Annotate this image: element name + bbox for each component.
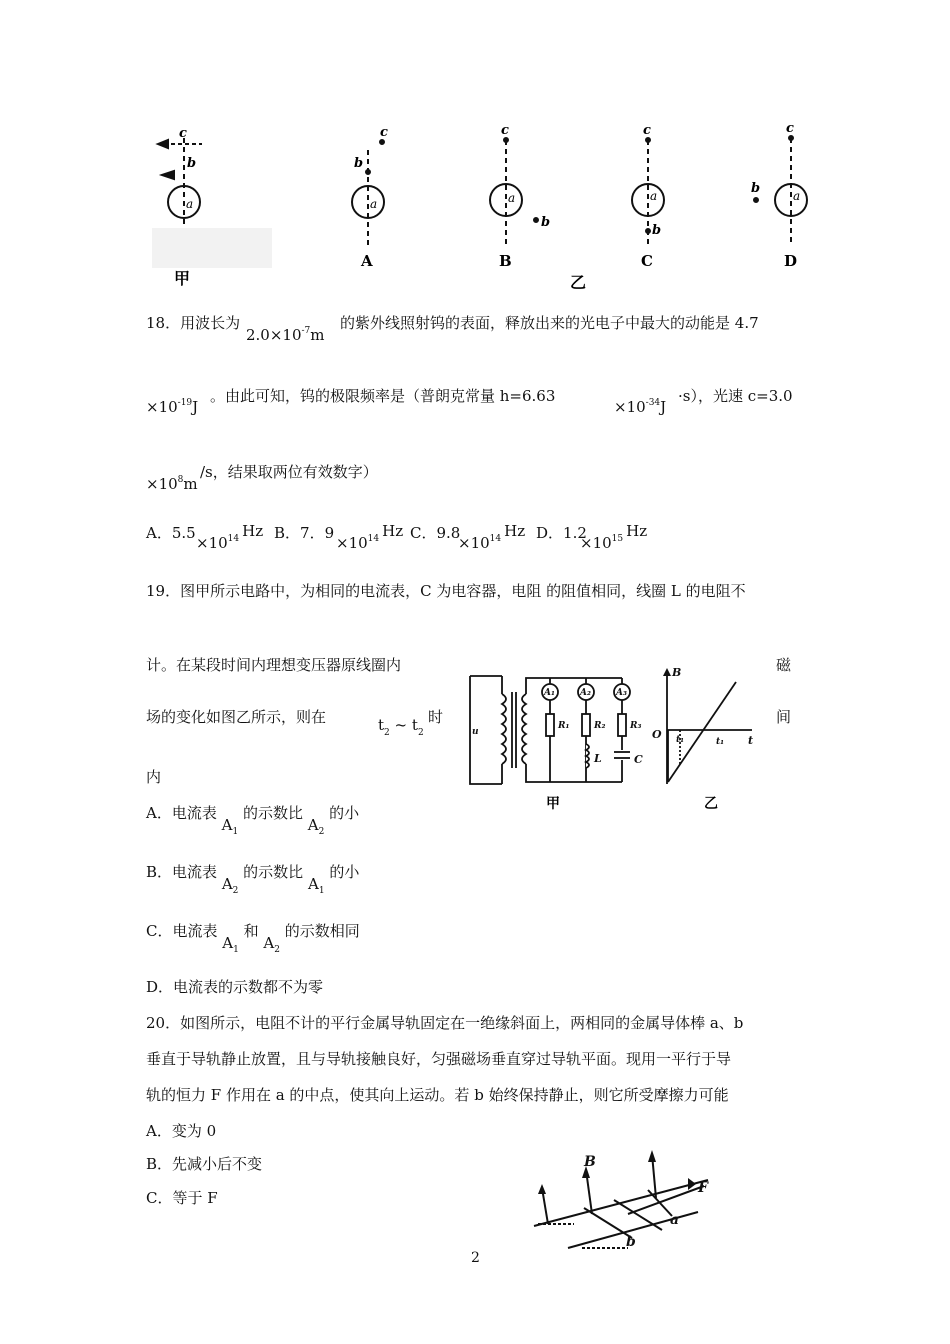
jia-b: b [187, 156, 197, 171]
c-a: a [650, 189, 658, 203]
label-b-field: B [584, 1154, 596, 1170]
q20-option-b: B．先减小后不变 [146, 1155, 263, 1173]
q19-line1: 19．图甲所示电路中，为相同的电流表，C 为电容器，电阻 的阻值相同，线圈 L 的电阻不 [146, 582, 746, 600]
q18-c: $\times 10^8m$ [146, 475, 198, 493]
q19-option-b: B．电流表 $A_2$ 的示数比 $A_1$ 的小 [146, 863, 360, 896]
q19-figure [462, 664, 762, 814]
page-number: 2 [471, 1250, 480, 1266]
d-b: b [751, 181, 761, 196]
q20-option-c: C．等于 F [146, 1189, 218, 1207]
label-r2: R₂ [594, 721, 606, 731]
label-a: a [670, 1212, 680, 1228]
q18-text3: ·s），光速 c=3.0 [678, 387, 793, 405]
fig-label-jia: 甲 [546, 796, 560, 812]
q18-text4: /s，结果取两位有效数字） [200, 463, 378, 481]
label-t2: t₁ [716, 737, 725, 747]
top-figure [140, 120, 830, 290]
label-yi: 乙 [570, 273, 587, 290]
a-c: c [380, 125, 388, 140]
label-b: B [672, 666, 682, 679]
label-a2: A₂ [580, 688, 591, 698]
a-b: b [354, 156, 364, 171]
q18-option-a-exp: $\times 10^{14}$ Hz [196, 522, 264, 552]
b-a: a [508, 191, 516, 205]
c-c: c [643, 123, 651, 138]
q18-h: $\times 10^{-34}J$ [614, 398, 667, 416]
q18-wavelength: $2.0\times 10^{-7}m$ [246, 326, 325, 344]
jia-c: c [179, 126, 187, 141]
q19-option-c: C．电流表 $A_1$ 和 $A_2$ 的示数相同 [146, 922, 360, 955]
label-b-rod: b [626, 1234, 636, 1250]
label-r1: R₁ [558, 721, 570, 731]
label-b: B [499, 252, 512, 270]
q18-option-c: C．9.8 [410, 524, 461, 542]
label-a1: A₁ [544, 688, 555, 698]
d-c: c [786, 121, 794, 136]
q20-line3: 轨的恒力 F 作用在 a 的中点，使其向上运动。若 b 始终保持静止，则它所受摩擦力可能 [146, 1086, 729, 1104]
q19-time-range: $t_2$ ~ $t_2$ [378, 716, 424, 738]
label-a3: A₃ [616, 688, 627, 698]
q18-option-a: A．5.5 [146, 524, 196, 542]
b-b: b [541, 215, 551, 230]
q18-ek: $\times 10^{-19}J$ [146, 398, 199, 416]
q19-line2: 计。在某段时间内理想变压器原线圈内 [146, 656, 402, 674]
q19-line3: 场的变化如图乙所示，则在 [146, 708, 327, 726]
label-t1: t₁ [676, 735, 685, 745]
rails [534, 1150, 708, 1248]
circuit [470, 668, 752, 784]
q18-text1: 的紫外线照射钨的表面，释放出来的光电子中最大的动能是 4.7 [340, 314, 759, 332]
q19-option-a: A．电流表 $A_1$ 的示数比 $A_2$ 的小 [146, 804, 360, 837]
q18-line1 [146, 312, 240, 333]
q18-option-d-exp: $\times 10^{15}$ Hz [580, 522, 648, 552]
q19-line4: 内 [146, 768, 162, 786]
q18-option-c-exp: $\times 10^{14}$ Hz [458, 522, 526, 552]
q19-line2-right: 磁 [776, 656, 792, 674]
b-c: c [501, 123, 509, 138]
d-a: a [793, 189, 801, 203]
scan-smudge [152, 228, 272, 268]
label-a: A [361, 252, 373, 270]
q20-line1: 20．如图所示，电阻不计的平行金属导轨固定在一绝缘斜面上，两相同的金属导体棒 a、b [146, 1014, 744, 1032]
q20-line2: 垂直于导轨静止放置，且与导轨接触良好，匀强磁场垂直穿过导轨平面。现用一平行于导 [146, 1050, 732, 1068]
q18-number: 18．用波长为 [146, 314, 241, 332]
a-a: a [370, 197, 378, 211]
jia-a: a [186, 197, 194, 211]
q18-option-d: D．1.2 [536, 524, 587, 542]
q19-line3-end: 时 [428, 708, 444, 726]
q18-option-b-exp: $\times 10^{14}$ Hz [336, 522, 404, 552]
q19-line3-right: 间 [776, 708, 792, 726]
label-l: L [594, 752, 602, 765]
c-b: b [652, 223, 662, 238]
q20-figure [528, 1150, 728, 1254]
label-c: C [641, 252, 653, 270]
label-r3: R₃ [630, 721, 642, 731]
label-u: u [472, 727, 479, 737]
q19-option-d: D．电流表的示数都不为零 [146, 978, 324, 996]
q18-option-b: B．7．9 [274, 524, 335, 542]
q18-text2: 。由此可知，钨的极限频率是（普朗克常量 h=6.63 [210, 387, 556, 405]
label-c: C [634, 753, 643, 766]
label-o: O [652, 728, 662, 741]
label-jia: 甲 [174, 269, 191, 288]
fig-label-yi: 乙 [704, 796, 718, 812]
label-f: F [698, 1180, 708, 1196]
label-t: t [748, 734, 754, 747]
label-d: D [784, 252, 798, 270]
q20-option-a: A．变为 0 [146, 1122, 217, 1140]
